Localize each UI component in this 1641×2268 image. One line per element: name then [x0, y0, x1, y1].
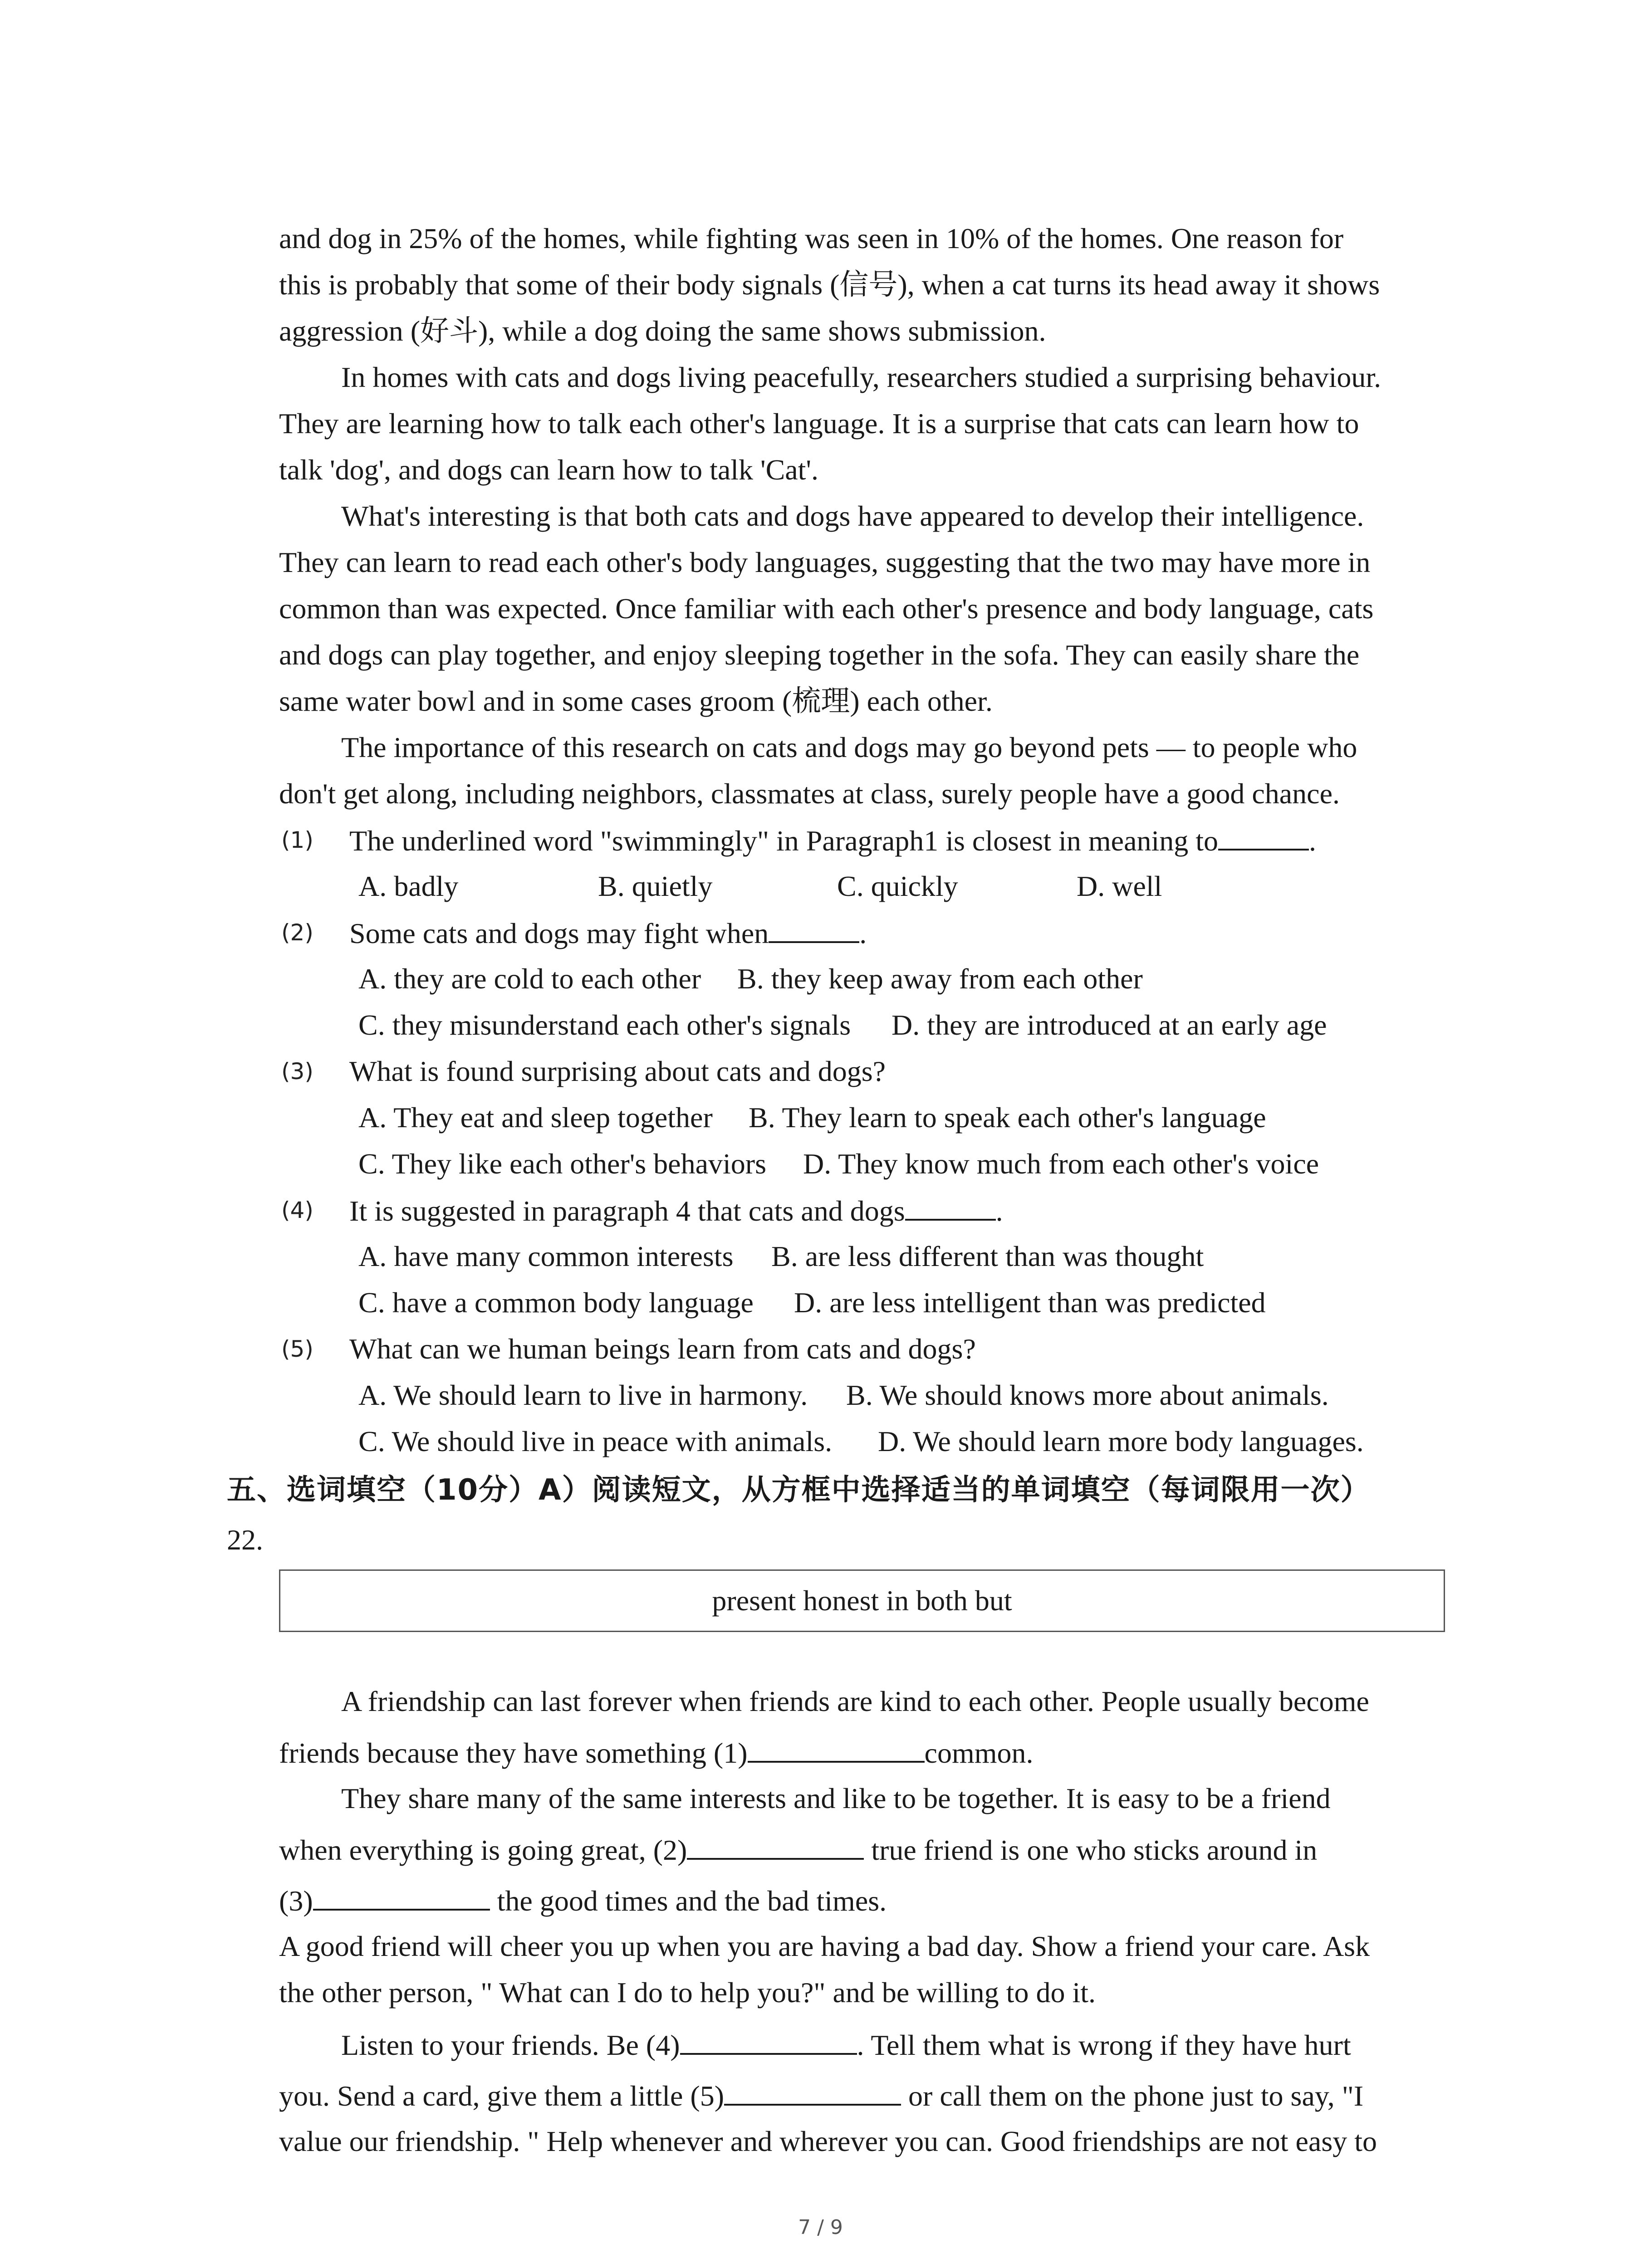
question-number: (2) [281, 919, 314, 946]
page-number: 7 / 9 [798, 2216, 843, 2239]
section-title: 五、选词填空（10分）A）阅读短文，从方框中选择适当的单词填空（每词限用一次） [227, 1473, 1371, 1507]
option-b[interactable]: B. We should knows more about animals. [846, 1379, 1329, 1411]
option-b[interactable]: B. They learn to speak each other's language [749, 1101, 1266, 1134]
passage-line: What's interesting is that both cats and dogs have appeared to develop their intelligence. [341, 500, 1364, 532]
cloze-line [279, 2072, 1459, 2119]
blank-5[interactable] [724, 2072, 901, 2106]
blank-3[interactable] [313, 1877, 490, 1911]
cloze-text: you. Send a card, give them a little (5) [279, 2080, 725, 2112]
question-stem [349, 817, 1529, 864]
question-stem [349, 1326, 1529, 1372]
cloze-line [279, 1826, 1459, 1873]
stem-text: It is suggested in paragraph 4 that cats and dogs [349, 1195, 905, 1227]
option-a[interactable]: A. We should learn to live in harmony. [358, 1379, 808, 1411]
option-d[interactable]: D. are less intelligent than was predicted [794, 1286, 1266, 1319]
option-a[interactable]: A. have many common interests [358, 1240, 734, 1272]
option-c[interactable]: C. have a common body language [358, 1286, 754, 1319]
passage-line: In homes with cats and dogs living peacefully, researchers studied a surprising behaviour. [341, 361, 1381, 393]
option-d[interactable]: D. they are introduced at an early age [892, 1009, 1327, 1041]
cloze-line [279, 1729, 1459, 1776]
option-b[interactable]: B. quietly [598, 870, 713, 902]
cloze-text: friends because they have something (1) [279, 1737, 748, 1769]
cloze-line: the other person, " What can I do to help you?" and be willing to do it. [279, 1976, 1096, 2009]
passage-line: The importance of this research on cats and dogs may go beyond pets — to people who [341, 731, 1357, 763]
cloze-line [341, 2021, 1521, 2068]
cloze-line [279, 1877, 1459, 1924]
stem-tail: . [859, 917, 867, 949]
passage-line: and dogs can play together, and enjoy sleeping together in the sofa. They can easily share the [279, 639, 1360, 671]
option-d[interactable]: D. We should learn more body languages. [878, 1425, 1364, 1457]
option-d[interactable]: D. well [1077, 870, 1162, 902]
question-stem [349, 1187, 1529, 1234]
stem-text: The underlined word "swimmingly" in Paragraph1 is closest in meaning to [349, 825, 1219, 857]
cloze-line: A friendship can last forever when friends are kind to each other. People usually become [341, 1685, 1369, 1717]
question-number: (1) [281, 827, 314, 853]
stem-text: What can we human beings learn from cats and dogs? [349, 1333, 976, 1365]
passage-line: common than was expected. Once familiar with each other's presence and body language, cats [279, 592, 1374, 625]
option-a[interactable]: A. they are cold to each other [358, 963, 701, 995]
word-box: present honest in both but [279, 1569, 1445, 1632]
blank-4[interactable] [680, 2021, 857, 2055]
blank-1[interactable] [748, 1729, 925, 1763]
option-a[interactable]: A. badly [358, 870, 459, 902]
cloze-text: the good times and the bad times. [490, 1885, 887, 1917]
passage-line: They can learn to read each other's body languages, suggesting that the two may have more in [279, 546, 1371, 578]
option-b[interactable]: B. are less different than was thought [771, 1240, 1204, 1272]
option-c[interactable]: C. quickly [837, 870, 958, 902]
cloze-text: (3) [279, 1885, 313, 1917]
question-number: (3) [281, 1058, 314, 1085]
passage-line: aggression (好斗), while a dog doing the same shows submission. [279, 315, 1046, 347]
passage-line: They are learning how to talk each other's language. It is a surprise that cats can learn how to [279, 407, 1359, 440]
question-number: 22. [227, 1524, 263, 1556]
stem-tail: . [995, 1195, 1003, 1227]
option-c[interactable]: C. We should live in peace with animals. [358, 1425, 833, 1457]
question-stem [349, 909, 1529, 957]
question-number: (5) [281, 1336, 314, 1362]
answer-blank[interactable] [769, 909, 859, 943]
stem-text: What is found surprising about cats and dogs? [349, 1055, 886, 1087]
cloze-text: common. [924, 1737, 1034, 1769]
cloze-text: when everything is going great, (2) [279, 1834, 687, 1866]
cloze-text: true friend is one who sticks around in [864, 1834, 1318, 1866]
cloze-line: A good friend will cheer you up when you are having a bad day. Show a friend your care. Ask [279, 1930, 1370, 1962]
question-stem [349, 1048, 1529, 1095]
passage-line: this is probably that some of their body signals (信号), when a cat turns its head away it shows [279, 269, 1380, 301]
option-d[interactable]: D. They know much from each other's voice [803, 1148, 1319, 1180]
passage-line: talk 'dog', and dogs can learn how to talk 'Cat'. [279, 454, 818, 486]
cloze-line: value our friendship. " Help whenever and wherever you can. Good friendships are not easy to [279, 2125, 1377, 2157]
option-c[interactable]: C. They like each other's behaviors [358, 1148, 766, 1180]
answer-blank[interactable] [905, 1187, 996, 1221]
option-c[interactable]: C. they misunderstand each other's signals [358, 1009, 851, 1041]
question-number: (4) [281, 1197, 314, 1223]
passage-line: same water bowl and in some cases groom (梳理) each other. [279, 685, 993, 717]
cloze-text: . Tell them what is wrong if they have hurt [857, 2029, 1351, 2061]
passage-line: and dog in 25% of the homes, while fighting was seen in 10% of the homes. One reason for [279, 222, 1344, 254]
option-b[interactable]: B. they keep away from each other [737, 963, 1143, 995]
cloze-text: or call them on the phone just to say, "I [901, 2080, 1364, 2112]
passage-line: don't get along, including neighbors, classmates at class, surely people have a good chance. [279, 777, 1340, 810]
stem-tail: . [1309, 825, 1317, 857]
answer-blank[interactable] [1218, 817, 1309, 850]
stem-text: Some cats and dogs may fight when [349, 917, 769, 949]
cloze-line: They share many of the same interests and like to be together. It is easy to be a friend [341, 1782, 1331, 1814]
option-a[interactable]: A. They eat and sleep together [358, 1101, 713, 1134]
blank-2[interactable] [687, 1826, 864, 1860]
cloze-text: Listen to your friends. Be (4) [341, 2029, 680, 2061]
